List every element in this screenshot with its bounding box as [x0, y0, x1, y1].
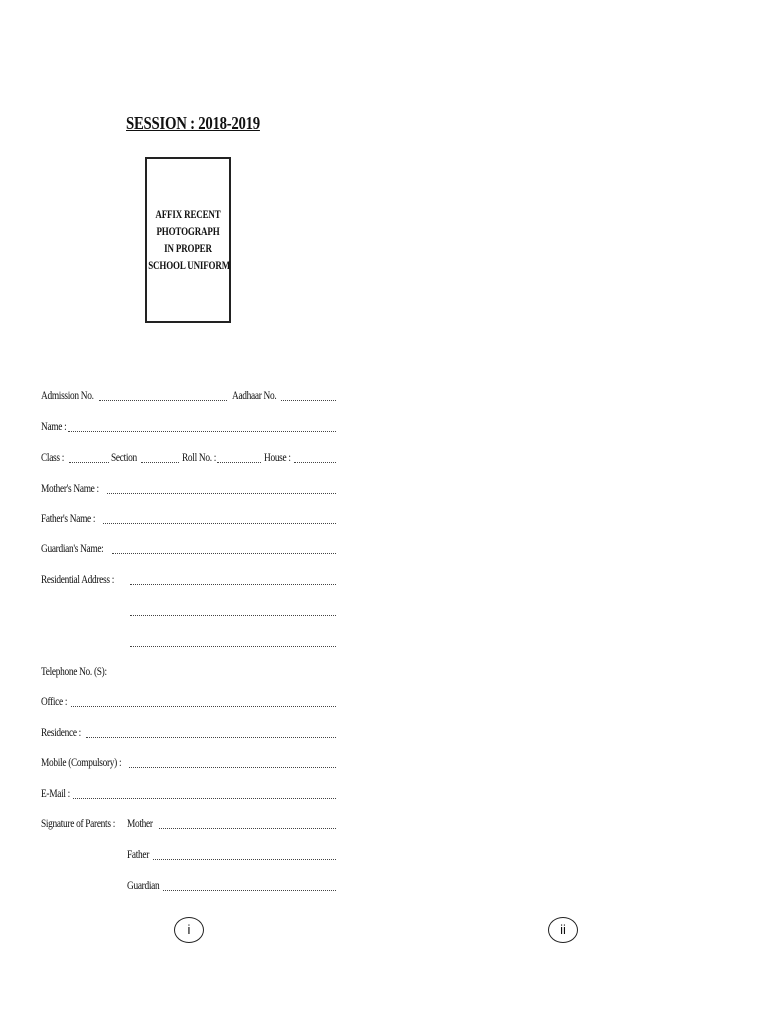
- office-phone-field[interactable]: [71, 706, 336, 707]
- guardian-name-field[interactable]: [112, 553, 336, 554]
- guardian-name-label: Guardian's Name:: [41, 541, 104, 555]
- mobile-label: Mobile (Compulsory) :: [41, 755, 122, 769]
- photo-instruction-line-1: AFFIX RECENT: [155, 209, 221, 221]
- signature-father-field[interactable]: [153, 859, 336, 860]
- signature-mother-label: Mother: [127, 816, 153, 830]
- page-number-right: ii: [548, 917, 578, 943]
- class-row: [41, 448, 336, 466]
- address-field-line-3[interactable]: [130, 646, 336, 647]
- name-field[interactable]: [68, 431, 336, 432]
- signature-guardian-field[interactable]: [163, 890, 336, 891]
- mother-name-row: [41, 479, 336, 497]
- signature-mother-field[interactable]: [159, 828, 336, 829]
- address-row-3: [41, 632, 336, 650]
- father-name-field[interactable]: [103, 523, 336, 524]
- father-name-label: Father's Name :: [41, 511, 96, 525]
- photo-placeholder-box: [145, 157, 231, 323]
- father-name-row: [41, 509, 336, 527]
- mother-name-label: Mother's Name :: [41, 481, 99, 495]
- address-field-line-1[interactable]: [130, 584, 336, 585]
- residence-row: [41, 723, 336, 741]
- guardian-name-row: [41, 539, 336, 557]
- roll-number-field[interactable]: [217, 462, 261, 463]
- section-label: Section: [111, 450, 137, 464]
- email-label: E-Mail :: [41, 786, 70, 800]
- section-field[interactable]: [141, 462, 179, 463]
- photo-instruction-line-3: IN PROPER: [164, 243, 212, 255]
- mobile-row: [41, 753, 336, 771]
- admission-number-field[interactable]: [99, 400, 227, 401]
- admission-aadhaar-row: [41, 386, 336, 404]
- signature-guardian-label: Guardian: [127, 878, 160, 892]
- mother-name-field[interactable]: [107, 493, 336, 494]
- address-row-2: [41, 601, 336, 619]
- address-row-1: [41, 570, 336, 588]
- email-field[interactable]: [73, 798, 336, 799]
- email-row: [41, 784, 336, 802]
- class-label: Class :: [41, 450, 65, 464]
- telephone-label: Telephone No. (S):: [41, 664, 107, 678]
- house-field[interactable]: [294, 462, 336, 463]
- aadhaar-number-label: Aadhaar No.: [232, 388, 277, 402]
- aadhaar-number-field[interactable]: [281, 400, 336, 401]
- roll-number-label: Roll No. :: [182, 450, 217, 464]
- signature-parents-label: Signature of Parents :: [41, 816, 115, 830]
- office-phone-label: Office :: [41, 694, 68, 708]
- photo-instruction-line-2: PHOTOGRAPH: [156, 226, 220, 238]
- signature-father-label: Father: [127, 847, 150, 861]
- photo-instruction-line-4: SCHOOL UNIFORM: [148, 260, 231, 272]
- photo-instruction-text: [148, 207, 231, 275]
- office-row: [41, 692, 336, 710]
- name-label: Name :: [41, 419, 67, 433]
- signature-guardian-row: [41, 876, 336, 894]
- residential-address-label: Residential Address :: [41, 572, 115, 586]
- signature-father-row: [41, 845, 336, 863]
- page-number-left: i: [174, 917, 204, 943]
- telephone-heading-row: [41, 662, 336, 680]
- admission-number-label: Admission No.: [41, 388, 94, 402]
- session-title: SESSION : 2018-2019: [126, 113, 260, 133]
- residence-phone-label: Residence :: [41, 725, 81, 739]
- class-field[interactable]: [69, 462, 109, 463]
- address-field-line-2[interactable]: [130, 615, 336, 616]
- house-label: House :: [264, 450, 291, 464]
- residence-phone-field[interactable]: [86, 737, 336, 738]
- mobile-field[interactable]: [129, 767, 336, 768]
- signature-mother-row: [41, 814, 336, 832]
- name-row: [41, 417, 336, 435]
